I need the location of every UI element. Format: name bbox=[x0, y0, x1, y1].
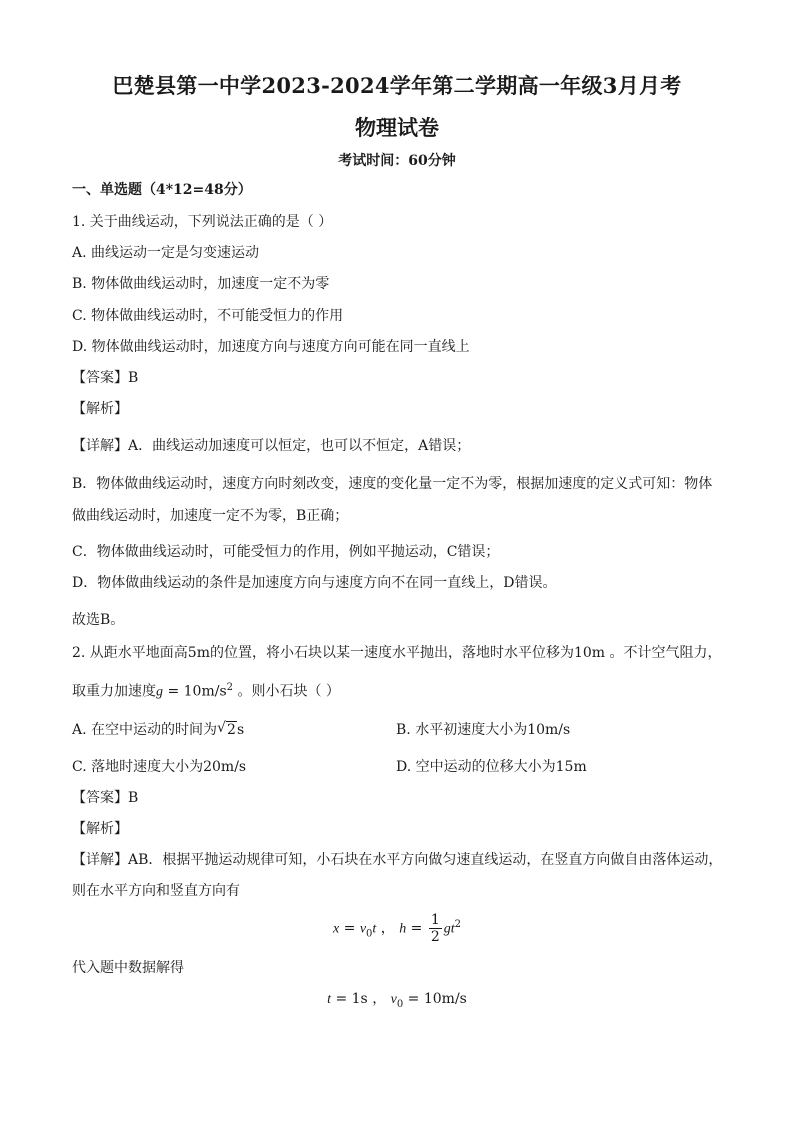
eq-h: h bbox=[399, 921, 407, 937]
res-v: v bbox=[390, 992, 397, 1007]
eq-x: x bbox=[332, 921, 340, 937]
question-2-detail-line1: 【详解】AB．根据平抛运动规律可知，小石块在水平方向做匀速直线运动，在竖直方向做自由落体运动， bbox=[72, 852, 723, 868]
equation-motion bbox=[0, 908, 794, 951]
substitute-text: 代入题中数据解得 bbox=[72, 960, 184, 976]
question-1-detail-d: D．物体做曲线运动的条件是加速度方向与速度方向不在同一直线上，D错误。 bbox=[72, 575, 557, 591]
eq-sub0: 0 bbox=[366, 928, 373, 940]
eq-gt: gt bbox=[443, 921, 455, 937]
question-2-stem-line1: 2. 从距水平地面高5m的位置，将小石块以某一速度水平抛出，落地时水平位移为10m 。不计空气阻力， bbox=[72, 645, 722, 661]
question-2-option-b: B. 水平初速度大小为10m/s bbox=[396, 722, 571, 738]
question-1-conclusion: 故选B。 bbox=[72, 612, 125, 628]
question-1-detail-b1: B．物体做曲线运动时，速度方向时刻改变，速度的变化量一定不为零，根据加速度的定义式可知：物体 bbox=[72, 476, 713, 492]
gravity-value: = 10m/s bbox=[163, 683, 227, 700]
question-1-detail-c: C．物体做曲线运动时，可能受恒力的作用，例如平抛运动，C错误； bbox=[72, 544, 500, 560]
fraction-half bbox=[429, 912, 442, 945]
stem-suffix: 。则小石块（ ） bbox=[233, 683, 340, 700]
option-a-text: A. 在空中运动的时间为 bbox=[72, 722, 218, 738]
frac-num: 1 bbox=[430, 912, 440, 929]
question-2-option-a bbox=[72, 720, 244, 740]
eq-sup2: 2 bbox=[454, 919, 462, 930]
radicand: 2 bbox=[227, 722, 236, 738]
eq-v: v bbox=[359, 921, 367, 937]
eq-sep: ， bbox=[376, 920, 400, 937]
question-1-option-c: C. 物体做曲线运动时，不可能受恒力的作用 bbox=[72, 308, 344, 324]
question-2-detail-line2: 则在水平方向和竖直方向有 bbox=[72, 883, 240, 899]
frac-den: 2 bbox=[430, 929, 440, 946]
question-2-option-d: D. 空中运动的位移大小为15m bbox=[396, 759, 587, 775]
question-1-stem: 1. 关于曲线运动，下列说法正确的是（ ） bbox=[72, 214, 333, 230]
question-1-option-b: B. 物体做曲线运动时，加速度一定不为零 bbox=[72, 276, 330, 292]
symbol-g: g bbox=[156, 684, 163, 700]
exam-time: 考试时间：60分钟 bbox=[338, 153, 456, 169]
question-2-answer: 【答案】B bbox=[72, 790, 139, 806]
res-t: t bbox=[327, 992, 332, 1007]
question-1-detail-a: 【详解】A．曲线运动加速度可以恒定，也可以不恒定，A错误； bbox=[72, 438, 471, 454]
question-2-option-c: C. 落地时速度大小为20m/s bbox=[72, 759, 247, 775]
section-heading: 一、单选题（4*12=48分） bbox=[72, 182, 252, 198]
sqrt-symbol bbox=[217, 720, 237, 740]
eq-t: t bbox=[372, 921, 377, 937]
question-2-analysis-label: 【解析】 bbox=[72, 821, 128, 837]
res-sub0: 0 bbox=[396, 998, 404, 1010]
eq-equals: = bbox=[339, 920, 360, 937]
option-a-unit: s bbox=[236, 722, 245, 738]
res-v-value: = 10m/s bbox=[403, 991, 467, 1007]
exam-title: 巴楚县第一中学2023-2024学年第二学期高一年级3月月考 bbox=[112, 73, 682, 98]
exponent: 2 bbox=[226, 682, 233, 693]
question-1-analysis-label: 【解析】 bbox=[72, 401, 128, 417]
subject-title: 物理试卷 bbox=[355, 115, 439, 140]
question-1-option-a: A. 曲线运动一定是匀变速运动 bbox=[72, 245, 260, 261]
equation-result bbox=[0, 989, 794, 1015]
eq-equals2: = bbox=[406, 920, 427, 937]
question-1-answer: 【答案】B bbox=[72, 370, 139, 386]
question-1-detail-b2: 做曲线运动时，加速度一定不为零，B正确； bbox=[72, 508, 349, 524]
stem-prefix: 取重力加速度 bbox=[72, 683, 156, 700]
res-t-value: = 1s ， bbox=[331, 991, 391, 1007]
question-2-stem-line2 bbox=[72, 678, 340, 703]
question-1-option-d: D. 物体做曲线运动时，加速度方向与速度方向可能在同一直线上 bbox=[72, 339, 470, 355]
